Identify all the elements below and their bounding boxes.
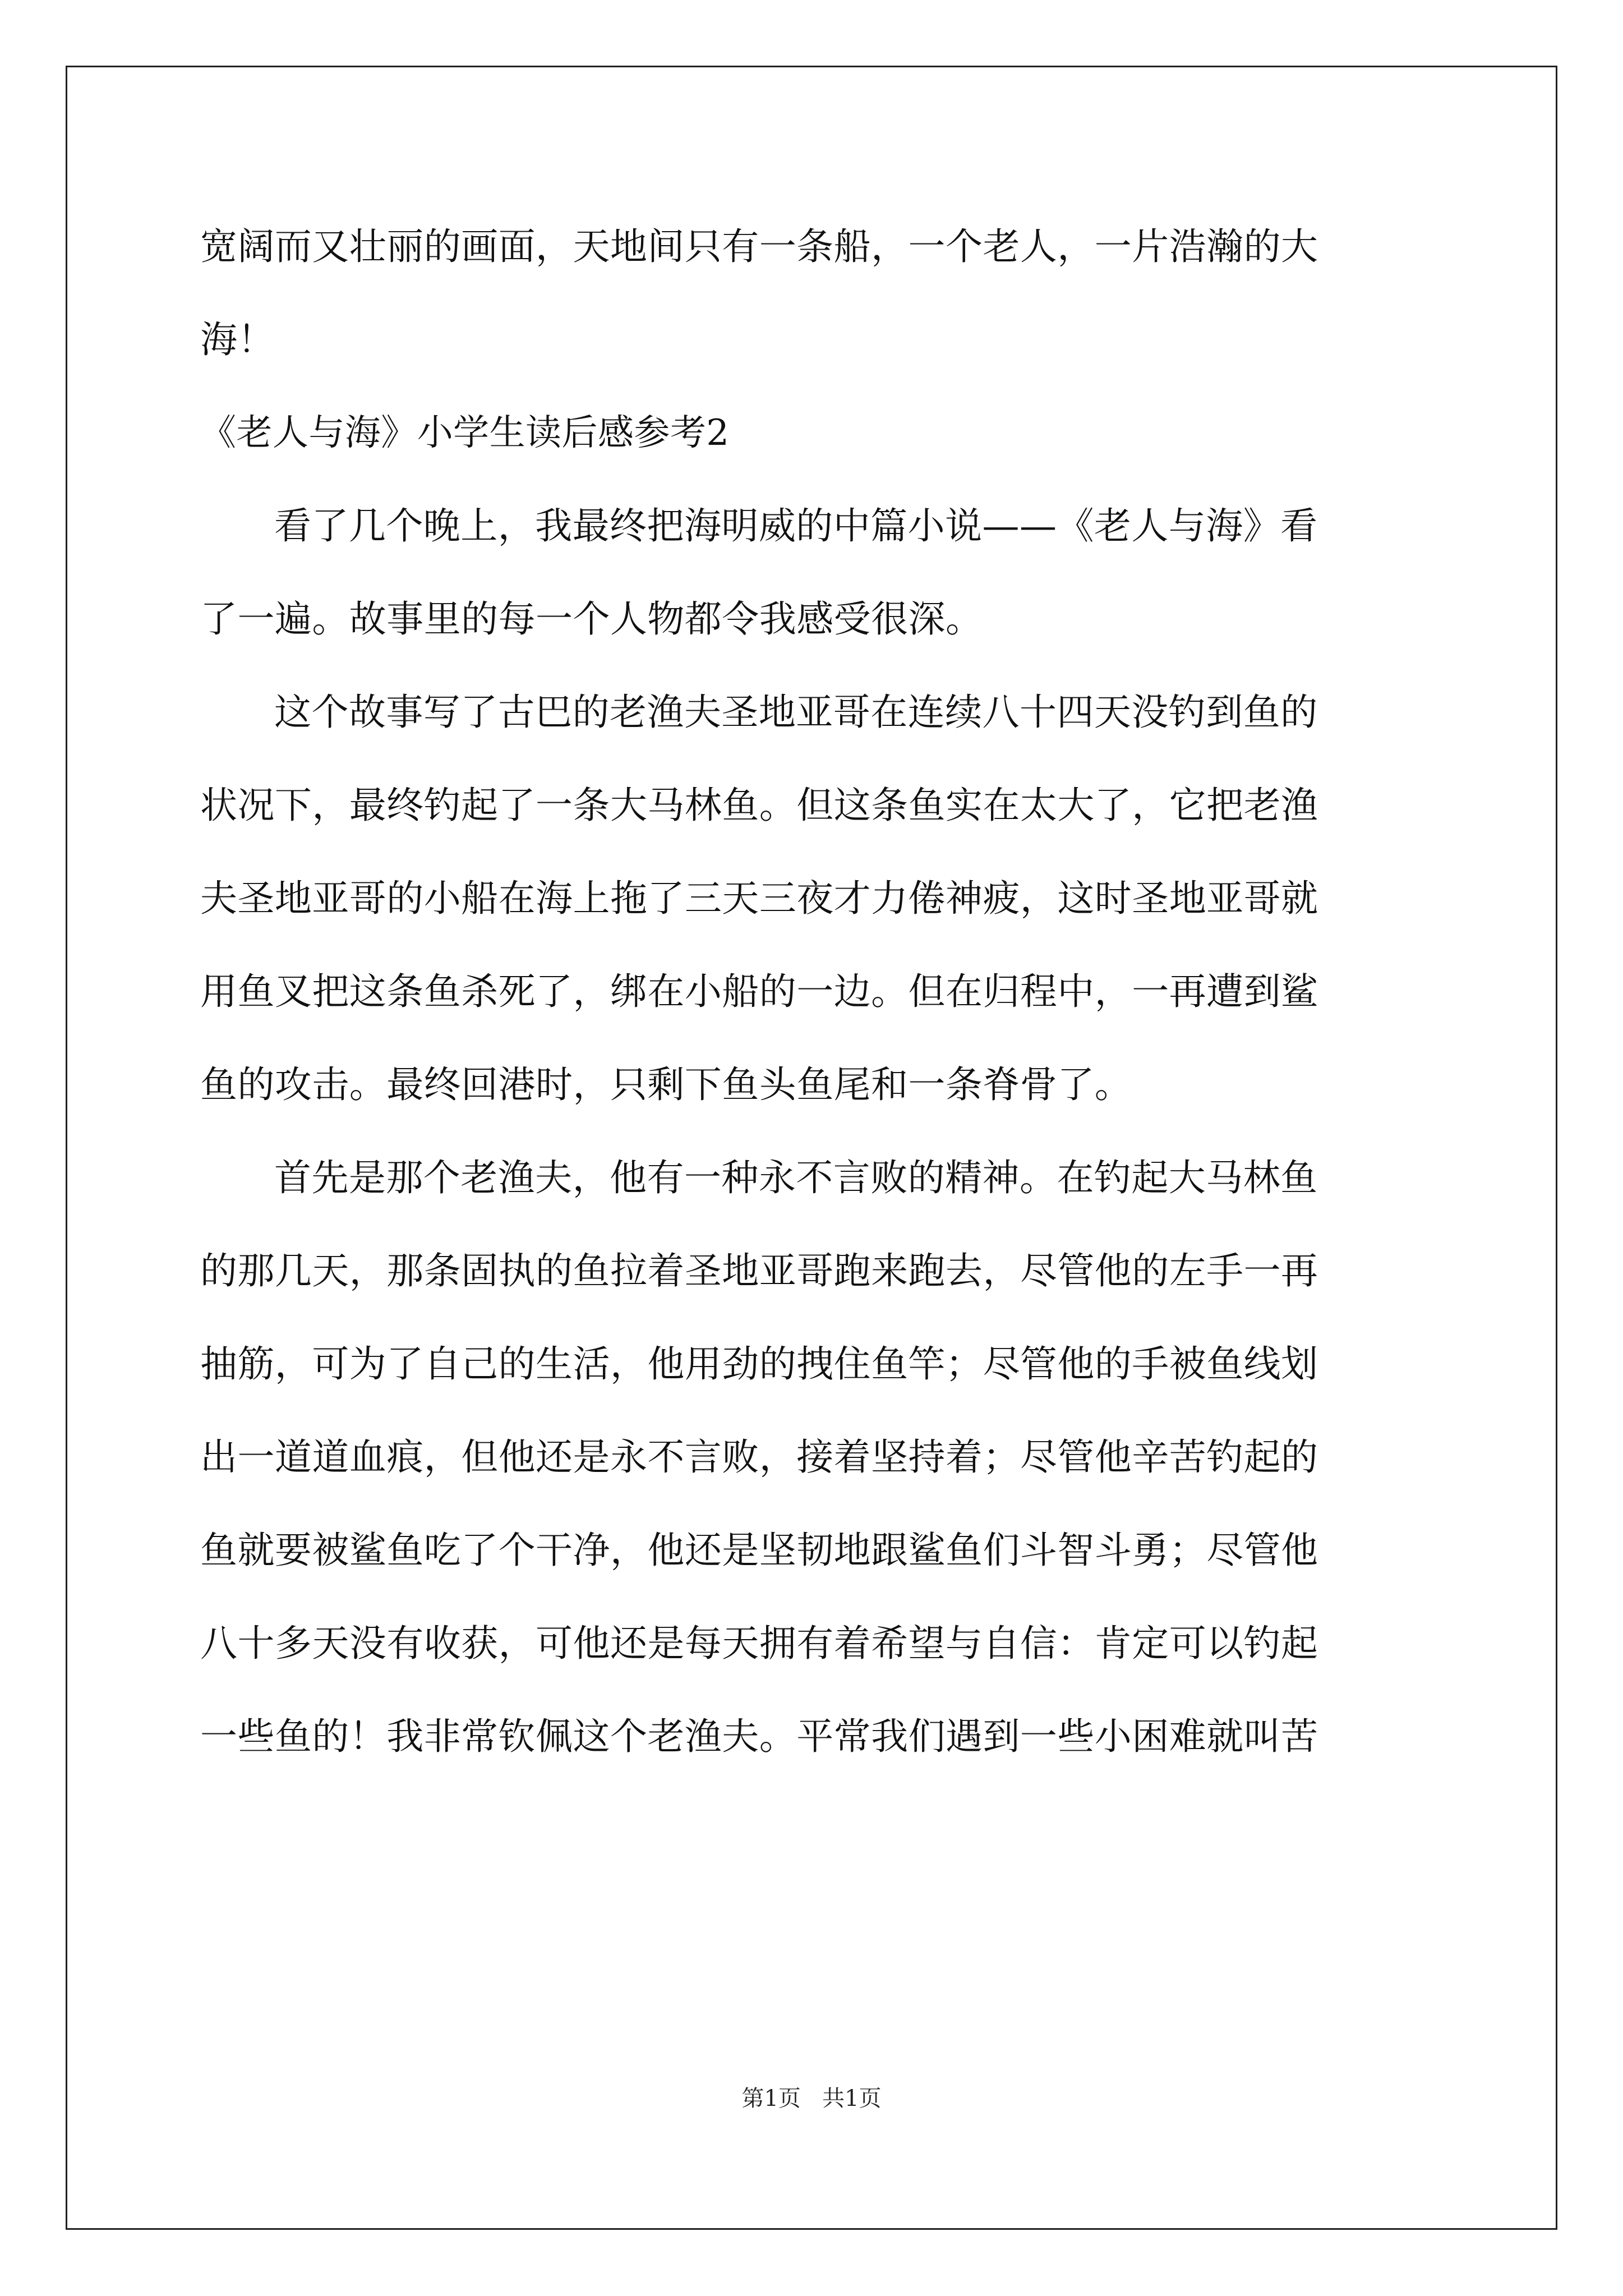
text-line-12: 的那几天，那条固执的鱼拉着圣地亚哥跑来跑去，尽管他的左手一再 [200,1249,1318,1292]
text-line-5: 了一遍。故事里的每一个人物都令我感受很深。 [200,597,983,641]
document-body [200,200,1423,1783]
text-line-2: 海！ [200,318,275,361]
section-heading: 《老人与海》小学生读后感参考2 [200,412,730,454]
text-line-9: 用鱼叉把这条鱼杀死了，绑在小船的一边。但在归程中，一再遭到鲨 [200,970,1318,1013]
text-line-15: 鱼就要被鲨鱼吃了个干净，他还是坚韧地跟鲨鱼们斗智斗勇；尽管他 [200,1529,1318,1572]
page-footer: 第1页 共1页 [741,2086,882,2111]
text-line-17: 一些鱼的！我非常钦佩这个老渔夫。平常我们遇到一些小困难就叫苦 [200,1715,1318,1758]
text-line-10: 鱼的攻击。最终回港时，只剩下鱼头鱼尾和一条脊骨了。 [200,1063,1132,1106]
paragraph-start-line: 这个故事写了古巴的老渔夫圣地亚哥在连续八十四天没钓到鱼的 [274,691,1318,734]
text-line-14: 出一道道血痕，但他还是永不言败，接着坚持着；尽管他辛苦钓起的 [200,1435,1318,1479]
paragraph-start-line: 看了几个晚上，我最终把海明威的中篇小说——《老人与海》看 [274,504,1318,547]
text-line-16: 八十多天没有收获，可他还是每天拥有着希望与自信：肯定可以钓起 [200,1622,1318,1665]
text-line-1: 宽阔而又壮丽的画面，天地间只有一条船，一个老人，一片浩瀚的大 [200,225,1318,268]
text-line-13: 抽筋，可为了自己的生活，他用劲的拽住鱼竿；尽管他的手被鱼线划 [200,1342,1318,1386]
paragraph-start-line: 首先是那个老渔夫，他有一种永不言败的精神。在钓起大马林鱼 [274,1156,1318,1199]
text-line-7: 状况下，最终钓起了一条大马林鱼。但这条鱼实在太大了，它把老渔 [200,784,1318,827]
text-line-8: 夫圣地亚哥的小船在海上拖了三天三夜才力倦神疲，这时圣地亚哥就 [200,877,1318,920]
